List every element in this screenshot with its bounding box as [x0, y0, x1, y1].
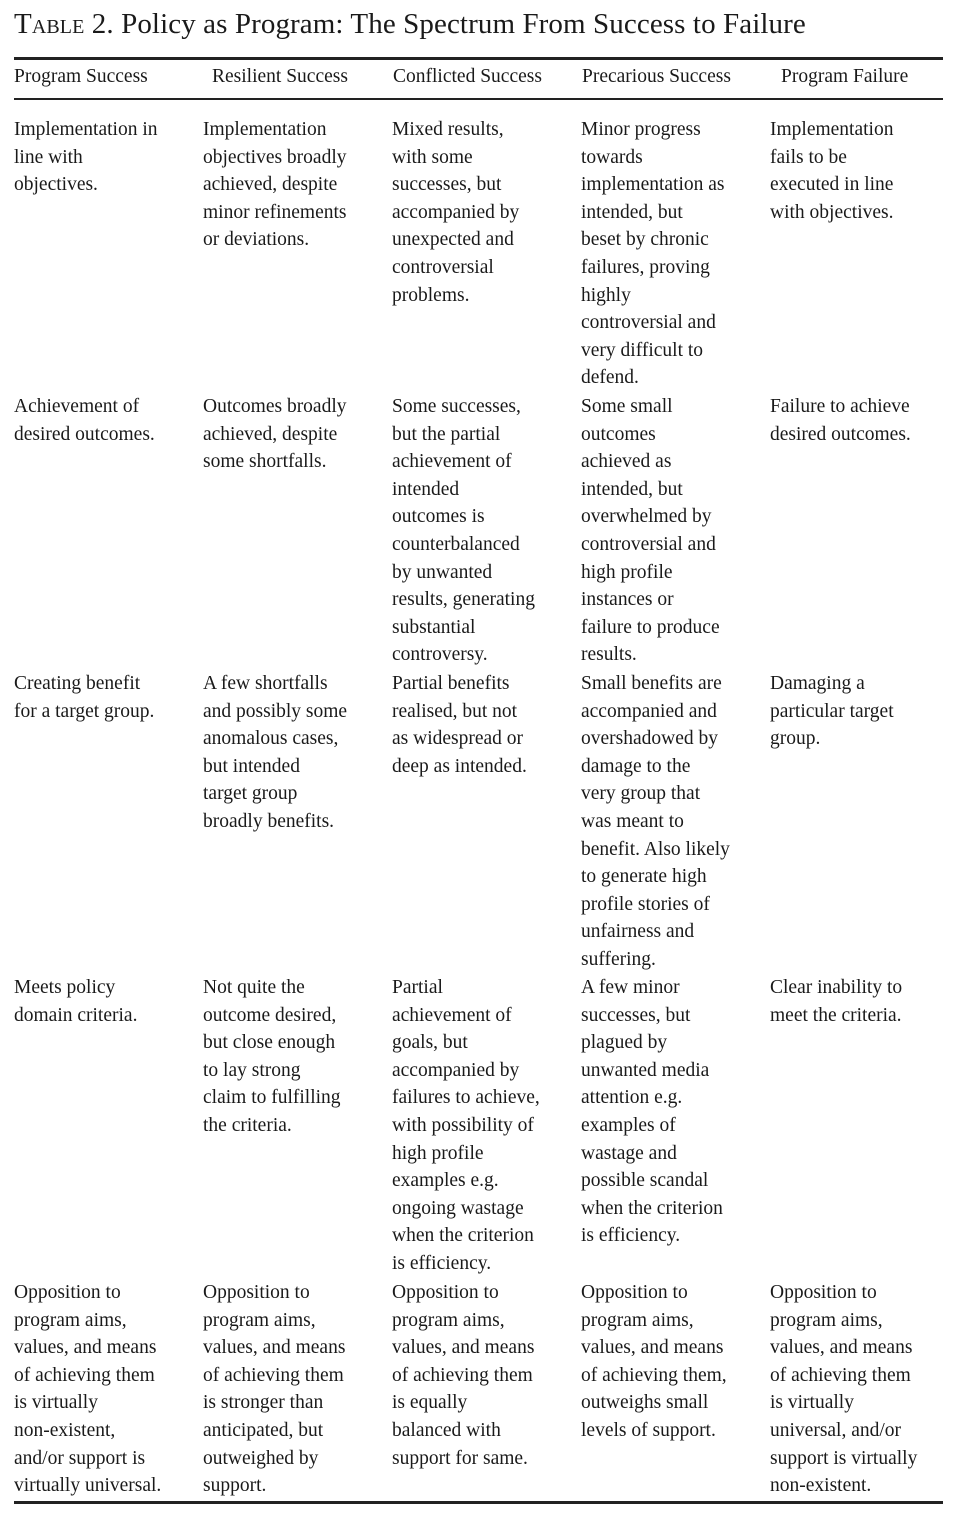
cell-text-line: anticipated, but	[203, 1419, 324, 1441]
cell-text-line: counterbalanced	[392, 533, 520, 555]
cell-text-line: overwhelmed by	[581, 506, 712, 528]
cell-text-line: overshadowed by	[581, 728, 719, 750]
cell-text-line: of achieving them	[770, 1364, 911, 1386]
cell-text-line: but intended	[203, 755, 300, 777]
cell-text-line: implementation as	[581, 174, 725, 196]
cell-text-line: objectives.	[14, 174, 98, 196]
table-caption: Policy as Program: The Spectrum From Success to Failure	[121, 8, 806, 40]
cell-text-line: non-existent,	[14, 1419, 116, 1441]
table-cell	[392, 393, 535, 669]
cell-text-line: achievement of	[392, 1004, 512, 1026]
column-header-resilient-success: Resilient Success	[212, 66, 348, 87]
cell-text-line: Some successes,	[392, 396, 521, 417]
cell-text-line: of achieving them	[392, 1364, 533, 1386]
cell-text-line: group.	[770, 728, 821, 750]
cell-text-line: suffering.	[581, 948, 656, 970]
cell-text-line: when the criterion	[581, 1197, 723, 1219]
cell-text-line: and possibly some	[203, 700, 348, 722]
cell-text-line: very group that	[581, 783, 701, 805]
cell-text-line: Creating benefit	[14, 673, 141, 694]
cell-text-line: results, generating	[392, 589, 535, 611]
cell-text-line: attention e.g.	[581, 1087, 683, 1109]
cell-text-line: executed in line	[770, 174, 894, 196]
bottom-rule	[14, 1501, 943, 1504]
cell-text-line: profile stories of	[581, 893, 710, 915]
table-cell	[581, 393, 720, 669]
cell-text-line: balanced with	[392, 1419, 501, 1441]
cell-text-line: A few shortfalls	[203, 673, 328, 694]
table-title	[14, 8, 806, 41]
cell-text-line: achieved, despite	[203, 174, 338, 196]
cell-text-line: with possibility of	[392, 1114, 534, 1136]
cell-text-line: outcome desired,	[203, 1004, 337, 1026]
column-header-conflicted-success: Conflicted Success	[393, 66, 542, 87]
table-cell	[581, 1279, 727, 1445]
cell-text-line: Clear inability to	[770, 977, 903, 998]
table-cell	[203, 670, 347, 836]
cell-text-line: non-existent.	[770, 1475, 872, 1497]
cell-text-line: values, and means	[203, 1337, 346, 1359]
cell-text-line: Implementation	[770, 119, 894, 140]
table-cell	[770, 1279, 917, 1500]
cell-text-line: failures to achieve,	[392, 1087, 540, 1109]
cell-text-line: high profile	[392, 1142, 484, 1164]
cell-text-line: defend.	[581, 367, 639, 389]
cell-text-line: achieved as	[581, 451, 672, 473]
cell-text-line: Mixed results,	[392, 119, 504, 140]
cell-text-line: support is virtually	[770, 1447, 918, 1469]
cell-text-line: failure to produce	[581, 616, 720, 638]
cell-text-line: Not quite the	[203, 977, 305, 998]
cell-text-line: is efficiency.	[392, 1252, 492, 1274]
cell-text-line: instances or	[581, 589, 674, 611]
cell-text-line: as widespread or	[392, 728, 524, 750]
cell-text-line: beset by chronic	[581, 229, 709, 251]
cell-text-line: intended, but	[581, 478, 683, 500]
cell-text-line: examples e.g.	[392, 1170, 499, 1192]
cell-text-line: Meets policy	[14, 977, 116, 998]
table-cell	[14, 393, 155, 448]
cell-text-line: domain criteria.	[14, 1004, 138, 1026]
cell-text-line: deep as intended.	[392, 755, 527, 777]
cell-text-line: goals, but	[392, 1032, 468, 1054]
cell-text-line: intended, but	[581, 201, 683, 223]
cell-text-line: values, and means	[14, 1337, 157, 1359]
cell-text-line: broadly benefits.	[203, 810, 335, 832]
column-header-program-failure: Program Failure	[781, 66, 909, 87]
cell-text-line: is virtually	[770, 1392, 854, 1414]
cell-text-line: achieved, despite	[203, 423, 338, 445]
cell-text-line: problems.	[392, 284, 470, 306]
cell-text-line: the criteria.	[203, 1114, 292, 1136]
cell-text-line: when the criterion	[392, 1225, 534, 1247]
cell-text-line: line with	[14, 146, 83, 168]
table-cell	[203, 1279, 345, 1500]
cell-text-line: minor refinements	[203, 201, 347, 223]
table-cell	[392, 1279, 534, 1472]
cell-text-line: is equally	[392, 1392, 468, 1414]
cell-text-line: accompanied by	[392, 201, 520, 223]
table-cell	[581, 974, 723, 1250]
cell-text-line: program aims,	[203, 1309, 316, 1331]
cell-text-line: achievement of	[392, 451, 512, 473]
cell-text-line: unfairness and	[581, 921, 695, 943]
cell-text-line: Opposition to	[581, 1282, 688, 1303]
table-cell	[14, 1279, 161, 1500]
header-rule	[14, 98, 943, 100]
cell-text-line: successes, but	[392, 174, 502, 196]
cell-text-line: Implementation in	[14, 119, 158, 140]
cell-text-line: support.	[203, 1475, 267, 1497]
cell-text-line: by unwanted	[392, 561, 493, 583]
cell-text-line: particular target	[770, 700, 894, 722]
cell-text-line: of achieving them	[203, 1364, 344, 1386]
cell-text-line: Partial	[392, 977, 443, 998]
cell-text-line: but the partial	[392, 423, 501, 445]
cell-text-line: outweighed by	[203, 1447, 319, 1469]
cell-text-line: program aims,	[581, 1309, 694, 1331]
cell-text-line: or deviations.	[203, 229, 310, 251]
cell-text-line: Opposition to	[392, 1282, 499, 1303]
cell-text-line: support for same.	[392, 1447, 528, 1469]
table-cell	[770, 670, 894, 753]
cell-text-line: to generate high	[581, 866, 707, 888]
cell-text-line: possible scandal	[581, 1170, 709, 1192]
cell-text-line: is efficiency.	[581, 1225, 681, 1247]
cell-text-line: but close enough	[203, 1032, 336, 1054]
cell-text-line: highly	[581, 284, 631, 306]
cell-text-line: outcomes is	[392, 506, 485, 528]
cell-text-line: with some	[392, 146, 473, 168]
cell-text-line: examples of	[581, 1114, 676, 1136]
cell-text-line: program aims,	[770, 1309, 883, 1331]
cell-text-line: controversial	[392, 256, 494, 278]
cell-text-line: accompanied by	[392, 1059, 520, 1081]
table-cell	[770, 974, 902, 1029]
table-number: Table 2.	[14, 8, 114, 40]
cell-text-line: outcomes	[581, 423, 656, 445]
cell-text-line: program aims,	[14, 1309, 127, 1331]
cell-text-line: unexpected and	[392, 229, 514, 251]
cell-text-line: very difficult to	[581, 339, 704, 361]
cell-text-line: Failure to achieve	[770, 396, 910, 417]
top-rule	[14, 57, 943, 60]
cell-text-line: Outcomes broadly	[203, 396, 347, 417]
cell-text-line: plagued by	[581, 1032, 668, 1054]
table-cell	[203, 393, 347, 476]
cell-text-line: failures, proving	[581, 256, 710, 278]
cell-text-line: values, and means	[770, 1337, 913, 1359]
cell-text-line: for a target group.	[14, 700, 155, 722]
cell-text-line: some shortfalls.	[203, 451, 327, 473]
cell-text-line: target group	[203, 783, 298, 805]
table-cell	[203, 974, 341, 1140]
table-cell	[392, 116, 519, 309]
cell-text-line: desired outcomes.	[770, 423, 911, 445]
cell-text-line: benefit. Also likely	[581, 838, 730, 860]
cell-text-line: and/or support is	[14, 1447, 146, 1469]
cell-text-line: Damaging a	[770, 673, 865, 694]
cell-text-line: ongoing wastage	[392, 1197, 524, 1219]
cell-text-line: program aims,	[392, 1309, 505, 1331]
cell-text-line: Achievement of	[14, 396, 140, 417]
cell-text-line: is stronger than	[203, 1392, 324, 1414]
cell-text-line: was meant to	[581, 810, 684, 832]
cell-text-line: levels of support.	[581, 1419, 716, 1441]
cell-text-line: of achieving them,	[581, 1364, 727, 1386]
cell-text-line: is virtually	[14, 1392, 98, 1414]
cell-text-line: meet the criteria.	[770, 1004, 902, 1026]
cell-text-line: successes, but	[581, 1004, 691, 1026]
column-header-precarious-success: Precarious Success	[582, 66, 731, 87]
table-cell	[392, 670, 527, 780]
table-cell	[770, 116, 893, 226]
table-cell	[581, 670, 730, 974]
cell-text-line: outweighs small	[581, 1392, 709, 1414]
cell-text-line: controversial and	[581, 312, 716, 334]
table-cell	[203, 116, 347, 254]
cell-text-line: claim to fulfilling	[203, 1087, 341, 1109]
cell-text-line: fails to be	[770, 146, 847, 168]
cell-text-line: desired outcomes.	[14, 423, 155, 445]
cell-text-line: towards	[581, 146, 643, 168]
cell-text-line: Opposition to	[770, 1282, 877, 1303]
cell-text-line: values, and means	[392, 1337, 535, 1359]
cell-text-line: Some small	[581, 396, 673, 417]
cell-text-line: Opposition to	[14, 1282, 121, 1303]
cell-text-line: accompanied and	[581, 700, 717, 722]
cell-text-line: controversial and	[581, 533, 716, 555]
cell-text-line: Opposition to	[203, 1282, 310, 1303]
cell-text-line: Minor progress	[581, 119, 701, 140]
cell-text-line: of achieving them	[14, 1364, 155, 1386]
cell-text-line: Implementation	[203, 119, 327, 140]
cell-text-line: with objectives.	[770, 201, 894, 223]
cell-text-line: realised, but not	[392, 700, 518, 722]
cell-text-line: controversy.	[392, 644, 488, 666]
cell-text-line: A few minor	[581, 977, 680, 998]
table-cell	[581, 116, 725, 392]
cell-text-line: objectives broadly	[203, 146, 347, 168]
cell-text-line: Partial benefits	[392, 673, 510, 694]
cell-text-line: universal, and/or	[770, 1419, 902, 1441]
cell-text-line: anomalous cases,	[203, 728, 339, 750]
table-cell	[14, 974, 137, 1029]
table-cell	[770, 393, 911, 448]
cell-text-line: intended	[392, 478, 460, 500]
table-cell	[392, 974, 540, 1278]
table-cell	[14, 116, 158, 199]
cell-text-line: Small benefits are	[581, 673, 722, 694]
cell-text-line: to lay strong	[203, 1059, 301, 1081]
column-header-program-success: Program Success	[14, 66, 148, 87]
cell-text-line: virtually universal.	[14, 1475, 162, 1497]
table-cell	[14, 670, 154, 725]
cell-text-line: damage to the	[581, 755, 691, 777]
cell-text-line: values, and means	[581, 1337, 724, 1359]
cell-text-line: unwanted media	[581, 1059, 710, 1081]
cell-text-line: wastage and	[581, 1142, 677, 1164]
cell-text-line: high profile	[581, 561, 673, 583]
cell-text-line: results.	[581, 644, 637, 666]
cell-text-line: substantial	[392, 616, 476, 638]
